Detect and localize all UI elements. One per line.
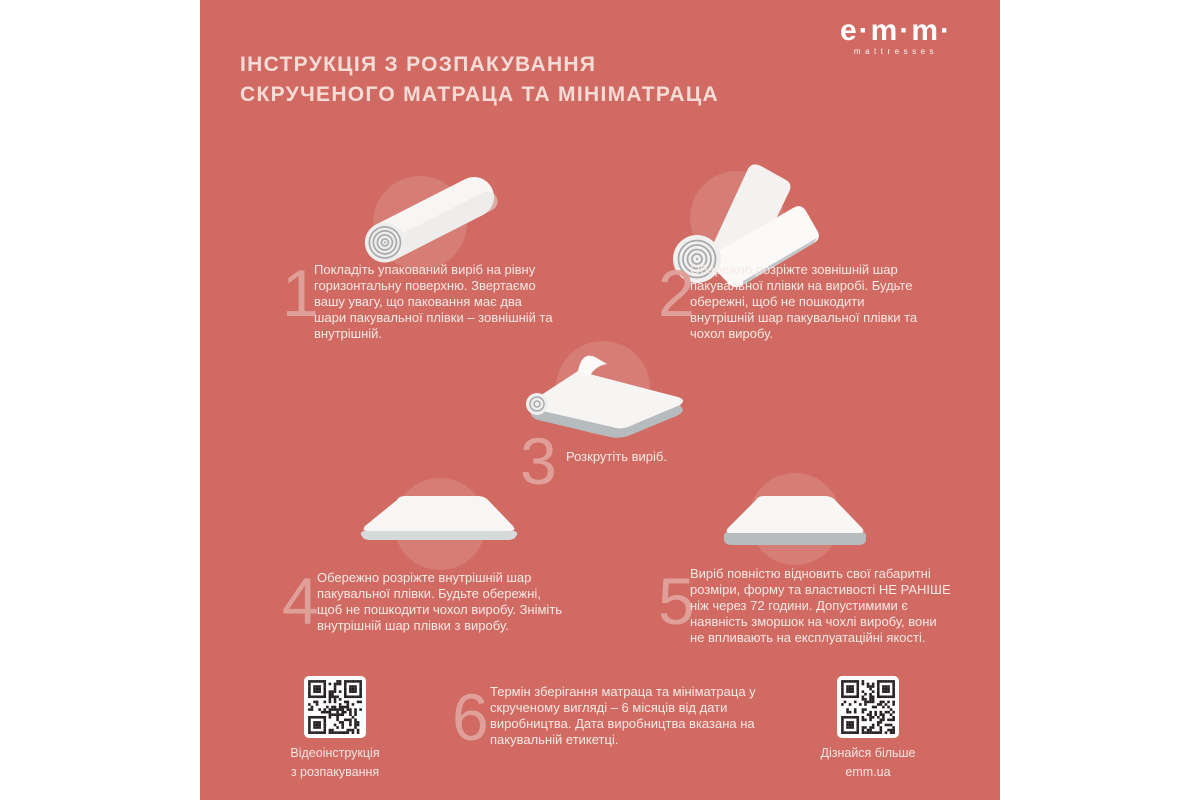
step-3-text: Розкрутіть виріб. — [566, 449, 667, 464]
page-title — [240, 50, 719, 110]
video-qr-caption-line1: Відеоінструкція — [290, 746, 380, 760]
step-4-number: 4 — [282, 564, 319, 638]
step-2-number: 2 — [658, 256, 695, 330]
step-6-number: 6 — [452, 680, 489, 754]
brand-name: e·m·m· — [839, 14, 952, 47]
logo — [840, 16, 952, 56]
learn-more-qr-caption-line2: emm.ua — [845, 765, 891, 779]
flat-thin-mattress-icon — [355, 490, 525, 552]
step-1-text: Покладіть упакований виріб на рівну горизонтальну поверхню. Звертаємо вашу увагу, що паковання має два шари пакувальної плівки – зовнішній та внутрішній. — [314, 262, 553, 341]
step-6-text: Термін зберігання матраца та мініматраца у скрученому вигляді – 6 місяців від дати виробництва. Дата виробництва вказана на пакувальній етикетці. — [490, 684, 756, 747]
learn-more-qr-code — [837, 676, 899, 738]
video-instruction-qr-code — [304, 676, 366, 738]
page-title-line2: СКРУЧЕНОГО МАТРАЦА ТА МІНІМАТРАЦА — [240, 83, 719, 106]
expanded-mattress-icon — [720, 492, 870, 554]
step-5-text: Виріб повністю відновить свої габаритні розміри, форму та властивості НЕ РАНІШЕ ніж через 72 години. Допустимими є наявність зморшок на чохлі виробу, вони не впливають на експлуатаційні якості. — [690, 566, 951, 645]
learn-more-qr-caption-line1: Дізнайся більше — [820, 746, 916, 760]
learn-more-qr-caption — [793, 744, 943, 782]
step-2-text: Обережно розріжте зовнішній шар пакувальної плівки на виробі. Будьте обережні, щоб не пошкодити внутрішній шар пакувальної плівки та чохол виробу. — [690, 262, 918, 341]
video-qr-caption-line2: з розпакування — [290, 765, 380, 779]
step-4-text: Обережно розріжте внутрішній шар пакувальної плівки. Будьте обережні, щоб не пошкодити чохол виробу. Зніміть внутрішній шар плівки з виробу. — [317, 570, 563, 633]
brand-tagline: mattresses — [853, 47, 939, 56]
video-qr-caption — [260, 744, 410, 782]
step-3-number: 3 — [520, 424, 557, 498]
step-5-number: 5 — [658, 564, 695, 638]
rolled-mattress-icon — [340, 172, 510, 272]
page-title-line1: ІНСТРУКЦІЯ З РОЗПАКУВАННЯ — [240, 53, 597, 76]
step-1-number: 1 — [282, 256, 319, 330]
instruction-card — [200, 0, 1000, 800]
